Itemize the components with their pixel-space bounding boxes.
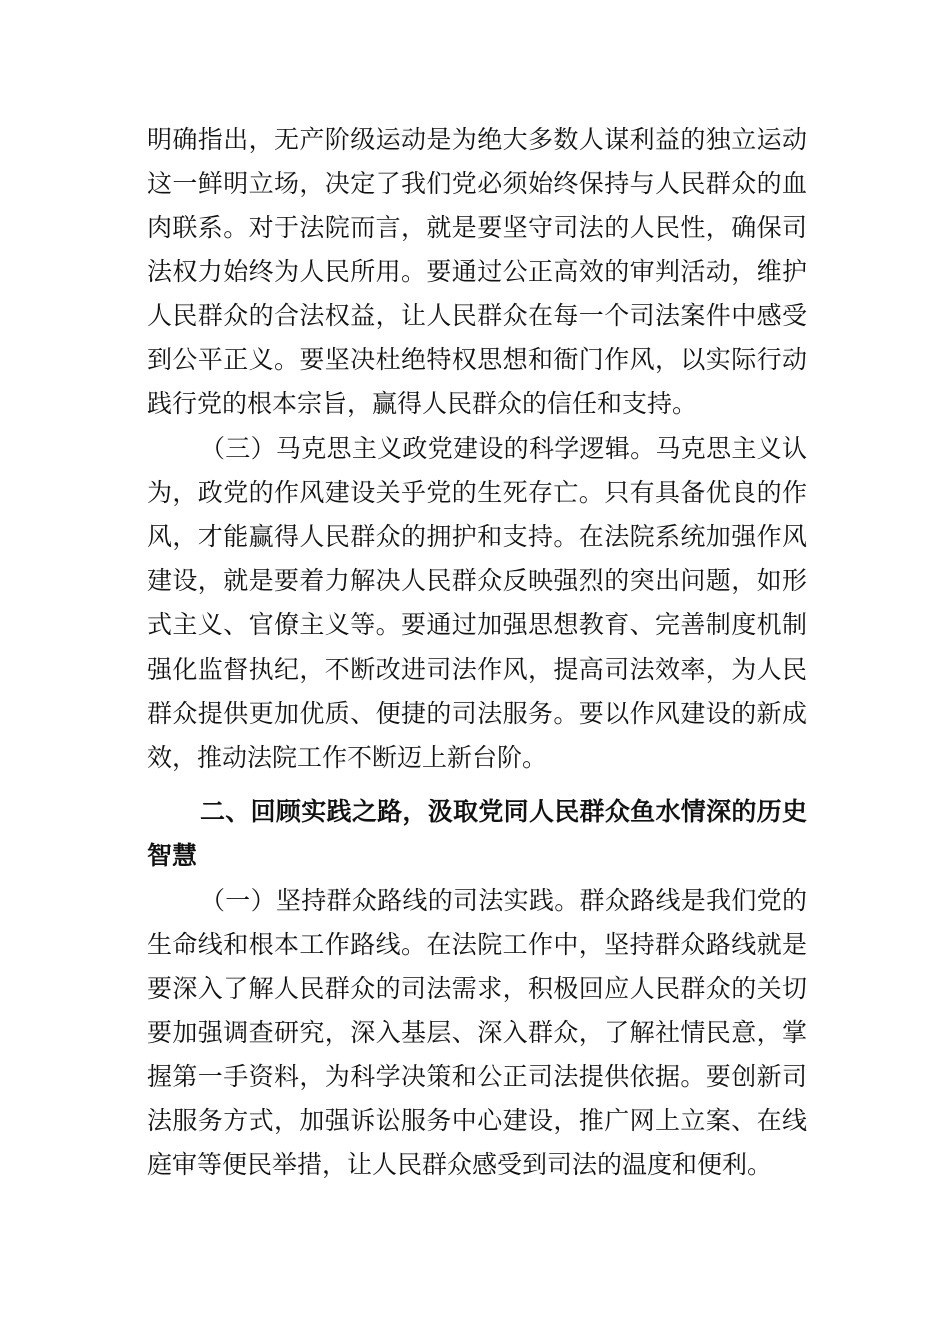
text-line: 到公平正义。要坚决杜绝特权思想和衙门作风，以实际行动: [147, 345, 807, 374]
text-line: 法服务方式，加强诉讼服务中心建设，推广网上立案、在线: [147, 1106, 807, 1135]
section-heading-continued: 智慧: [147, 841, 198, 870]
text-line: 强化监督执纪，不断改进司法作风，提高司法效率，为人民: [147, 655, 807, 684]
text-line: 握第一手资料，为科学决策和公正司法提供依据。要创新司: [147, 1062, 807, 1091]
section-3-line: （三）马克思主义政党建设的科学逻辑。马克思主义认: [200, 434, 807, 463]
text-line: 法权力始终为人民所用。要通过公正高效的审判活动，维护: [147, 257, 807, 286]
text-line: 群众提供更加优质、便捷的司法服务。要以作风建设的新成: [147, 699, 807, 728]
text-line: 肉联系。对于法院而言，就是要坚守司法的人民性，确保司: [147, 213, 807, 242]
text-line: 明确指出，无产阶级运动是为绝大多数人谋利益的独立运动: [147, 125, 807, 154]
text-line: 效，推动法院工作不断迈上新台阶。: [147, 743, 548, 772]
section-heading: 二、回顾实践之路，汲取党同人民群众鱼水情深的历史: [200, 797, 807, 826]
text-line: 建设，就是要着力解决人民群众反映强烈的突出问题，如形: [147, 566, 807, 595]
text-line: 人民群众的合法权益，让人民群众在每一个司法案件中感受: [147, 301, 807, 330]
text-line: 为，政党的作风建设关乎党的生死存亡。只有具备优良的作: [147, 478, 807, 507]
text-line: 庭审等便民举措，让人民群众感受到司法的温度和便利。: [147, 1150, 773, 1179]
text-line: 生命线和根本工作路线。在法院工作中，坚持群众路线就是: [147, 930, 807, 959]
text-line: 要深入了解人民群众的司法需求，积极回应人民群众的关切: [147, 974, 807, 1003]
section-1-line: （一）坚持群众路线的司法实践。群众路线是我们党的: [200, 886, 807, 915]
text-line: 要加强调查研究，深入基层、深入群众，了解社情民意，掌: [147, 1018, 807, 1047]
text-line: 这一鲜明立场，决定了我们党必须始终保持与人民群众的血: [147, 169, 807, 198]
text-line: 践行党的根本宗旨，赢得人民群众的信任和支持。: [147, 389, 698, 418]
text-line: 风，才能赢得人民群众的拥护和支持。在法院系统加强作风: [147, 522, 807, 551]
text-line: 式主义、官僚主义等。要通过加强思想教育、完善制度机制: [147, 610, 807, 639]
